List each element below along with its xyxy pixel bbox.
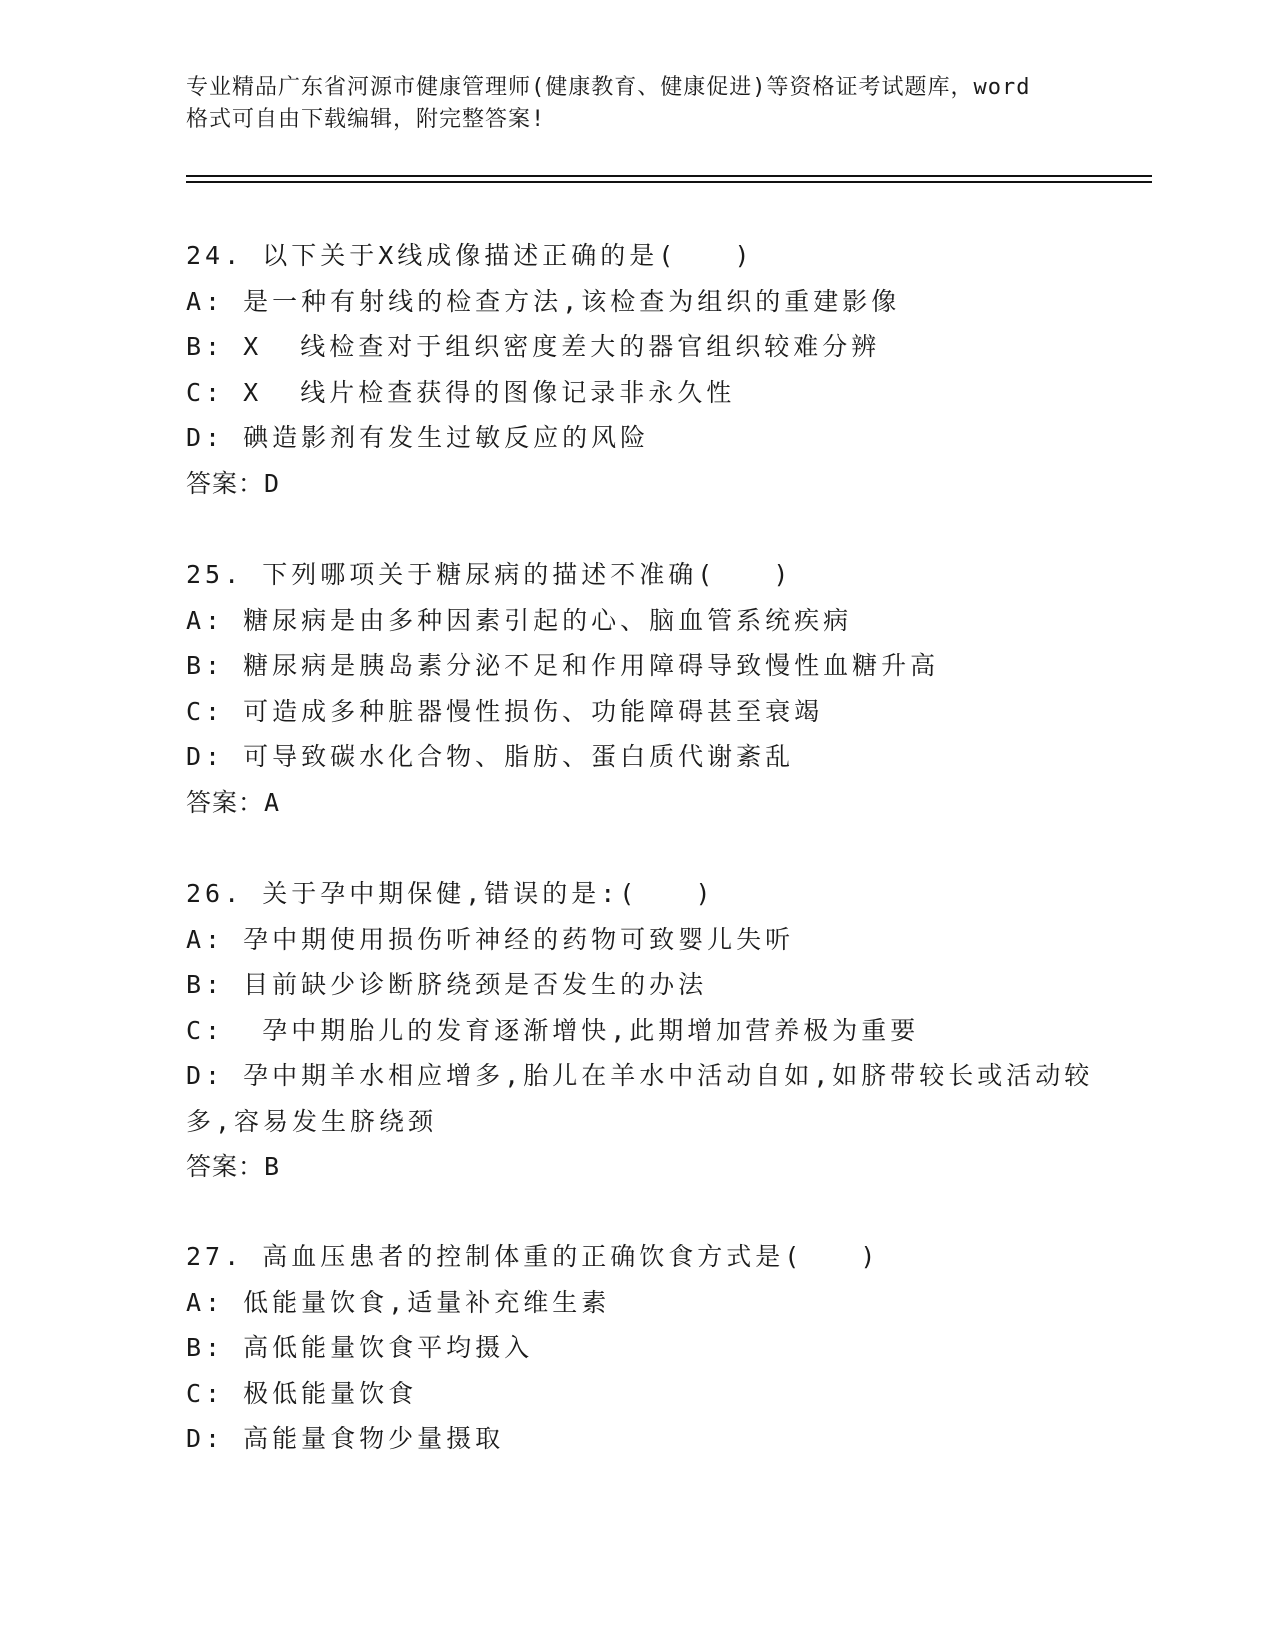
question-stem: 27. 高血压患者的控制体重的正确饮食方式是( ) bbox=[186, 1242, 880, 1271]
option-c: C: 极低能量饮食 bbox=[186, 1378, 418, 1408]
option-d-continued: 多,容易发生脐绕颈 bbox=[186, 1106, 438, 1136]
option-d: D: 高能量食物少量摄取 bbox=[186, 1424, 505, 1453]
answer-label: 答案： bbox=[186, 468, 265, 498]
answer-value: D bbox=[264, 468, 280, 498]
option-c: C: 孕中期胎儿的发育逐渐增快,此期增加营养极为重要 bbox=[186, 1015, 920, 1045]
question-25 bbox=[186, 552, 1086, 825]
header-divider-bottom bbox=[186, 181, 1152, 183]
header-line-1: 专业精品广东省河源市健康管理师(健康教育、健康促进)等资格证考试题库，word bbox=[186, 75, 1031, 100]
option-b: B: 高低能量饮食平均摄入 bbox=[186, 1333, 534, 1362]
option-c: C: 可造成多种脏器慢性损伤、功能障碍甚至衰竭 bbox=[186, 696, 824, 726]
option-d: D: 碘造影剂有发生过敏反应的风险 bbox=[186, 423, 650, 452]
answer-line bbox=[186, 780, 1086, 826]
answer-label: 答案： bbox=[186, 1152, 265, 1181]
question-27 bbox=[186, 1234, 1086, 1462]
header-divider-top bbox=[186, 175, 1152, 177]
header-line-2: 格式可自由下载编辑，附完整答案! bbox=[186, 107, 546, 132]
option-c: C: X 线片检查获得的图像记录非永久性 bbox=[186, 377, 736, 407]
option-d: D: 可导致碳水化合物、脂肪、蛋白质代谢紊乱 bbox=[186, 742, 795, 771]
answer-value: A bbox=[264, 787, 280, 817]
answer-line bbox=[186, 1144, 1086, 1190]
question-stem: 26. 关于孕中期保健,错误的是:( ) bbox=[186, 879, 715, 908]
option-a: A: 低能量饮食,适量补充维生素 bbox=[186, 1287, 611, 1317]
option-a: A: 孕中期使用损伤听神经的药物可致婴儿失听 bbox=[186, 924, 795, 954]
option-a: A: 是一种有射线的检查方法,该检查为组织的重建影像 bbox=[186, 286, 901, 316]
option-a: A: 糖尿病是由多种因素引起的心、脑血管系统疾病 bbox=[186, 605, 853, 635]
option-d: D: 孕中期羊水相应增多,胎儿在羊水中活动自如,如脐带较长或活动较 bbox=[186, 1061, 1094, 1090]
answer-value: B bbox=[264, 1152, 280, 1181]
question-stem: 24. 以下关于X线成像描述正确的是( ) bbox=[186, 241, 754, 270]
option-b: B: 糖尿病是胰岛素分泌不足和作用障碍导致慢性血糖升高 bbox=[186, 651, 940, 680]
question-26 bbox=[186, 871, 1094, 1190]
document-header bbox=[186, 72, 1086, 136]
option-b: B: X 线检查对于组织密度差大的器官组织较难分辨 bbox=[186, 332, 881, 361]
question-24 bbox=[186, 233, 1086, 506]
answer-line bbox=[186, 461, 1086, 507]
answer-label: 答案： bbox=[186, 787, 265, 817]
question-stem: 25. 下列哪项关于糖尿病的描述不准确( ) bbox=[186, 560, 793, 589]
option-b: B: 目前缺少诊断脐绕颈是否发生的办法 bbox=[186, 970, 708, 999]
